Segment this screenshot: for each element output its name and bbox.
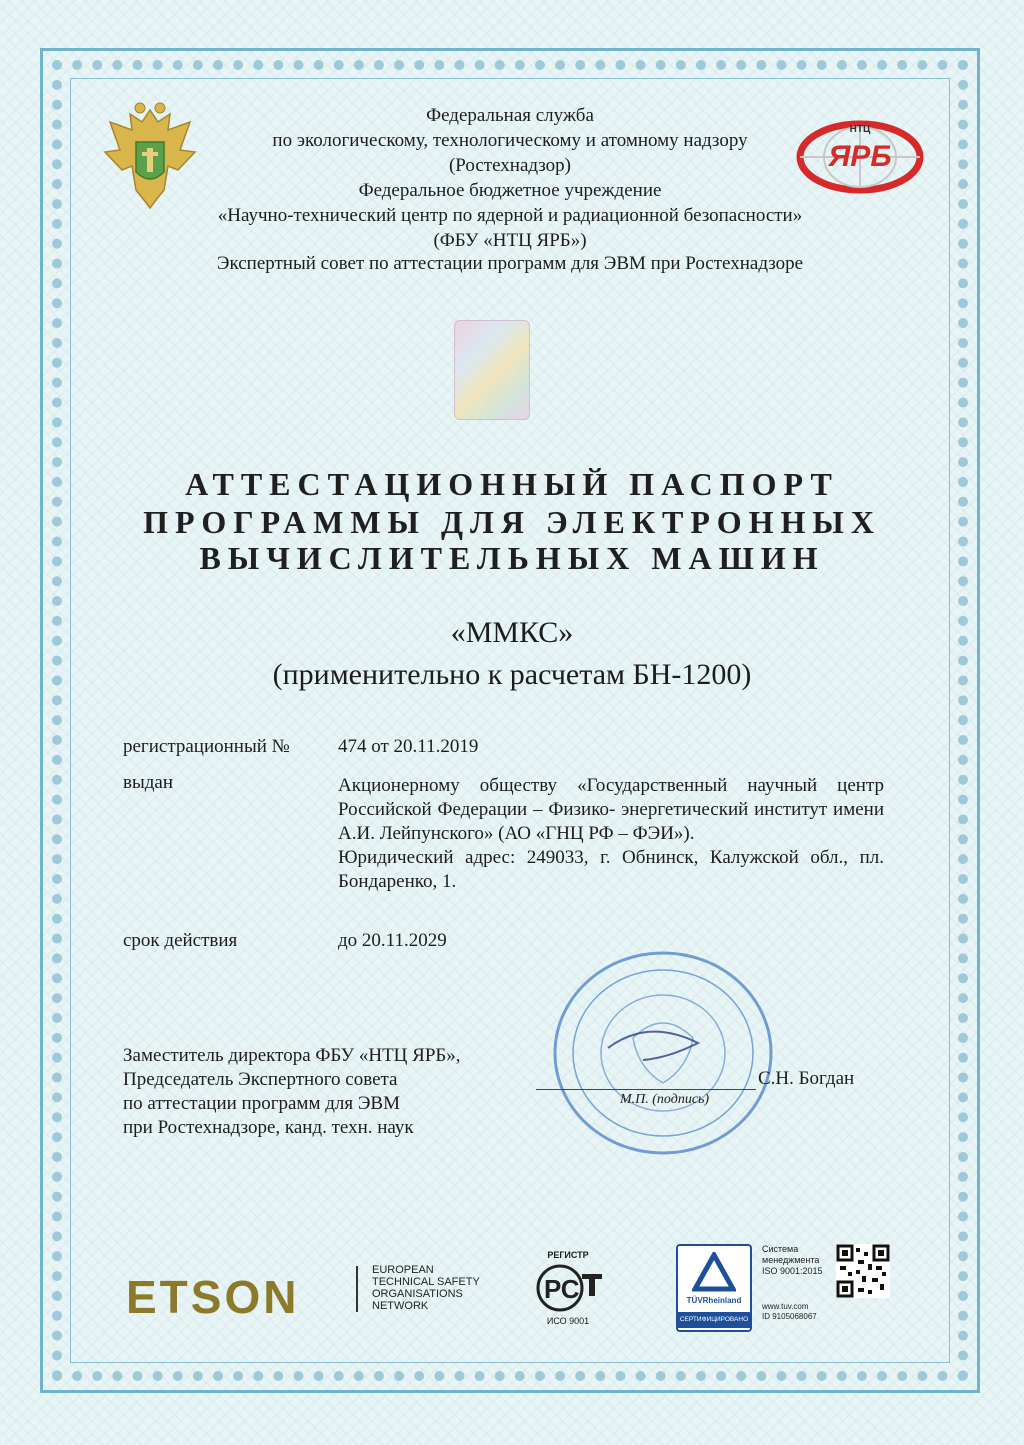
tuv-badge: [676, 1244, 752, 1332]
svg-text:РС: РС: [544, 1274, 580, 1304]
program-name: «ММКС»: [450, 616, 574, 649]
header-line-7: Экспертный совет по аттестации программ для ЭВМ при Ростехнадзоре: [216, 253, 804, 274]
tuv-triangle-icon: [692, 1252, 736, 1292]
register-top-text: РЕГИСТР: [547, 1250, 589, 1260]
validity-label: срок действия: [123, 930, 238, 951]
qms-line-1: Система: [762, 1244, 799, 1254]
register-bottom-text: ИСО 9001: [546, 1316, 590, 1326]
signatory-line-4: при Ростехнадзоре, канд. техн. наук: [123, 1117, 414, 1138]
etson-line-3: ORGANISATIONS: [372, 1288, 463, 1300]
etson-line-2: TECHNICAL SAFETY: [372, 1276, 480, 1288]
issued-label: выдан: [123, 772, 174, 793]
etson-caption: [372, 1264, 480, 1312]
etson-logo: ETSON: [126, 1271, 300, 1323]
official-stamp-icon: [548, 948, 778, 1158]
signatory-position: [123, 1044, 461, 1140]
program-note: (применительно к расчетам БН-1200): [272, 658, 752, 691]
signatory-name: С.Н. Богдан: [758, 1068, 855, 1089]
hologram-sticker: [454, 320, 530, 420]
etson-line-1: EUROPEAN: [372, 1264, 434, 1276]
logo-main-text: ЯРБ: [828, 140, 892, 173]
header-line-5: «Научно-технический центр по ядерной и радиационной безопасности»: [217, 205, 803, 226]
tuv-cert-band: СЕРТИФИЦИРОВАНО: [678, 1312, 750, 1328]
header-line-6: (ФБУ «НТЦ ЯРБ»): [433, 230, 587, 251]
registration-value: 474 от 20.11.2019: [338, 736, 479, 757]
issued-address: Юридический адрес: 249033, г. Обнинск, Калужской обл., пл. Бондаренко, 1.: [338, 847, 884, 892]
signatory-line-2: Председатель Экспертного совета: [123, 1069, 398, 1090]
signatory-line-1: Заместитель директора ФБУ «НТЦ ЯРБ»,: [123, 1045, 461, 1066]
registration-label: регистрационный №: [123, 736, 290, 757]
header-line-1: Федеральная служба: [426, 105, 594, 126]
qr-code-icon: [836, 1244, 890, 1298]
issued-to-text: [338, 774, 884, 894]
qms-url: www.tuv.com: [762, 1302, 809, 1311]
header-line-3: (Ростехнадзор): [448, 155, 572, 176]
header-line-4: Федеральное бюджетное учреждение: [358, 180, 662, 201]
title-line-3: ВЫЧИСЛИТЕЛЬНЫХ МАШИН: [199, 540, 825, 576]
etson-line-4: NETWORK: [372, 1300, 429, 1312]
signatory-line-3: по аттестации программ для ЭВМ: [123, 1093, 400, 1114]
qms-caption: [762, 1244, 823, 1277]
issued-organization: Акционерному обществу «Государственный научный центр Российской Федерации – Физико- энергетический институт имени А.И. Лейпунского» (АО «ГНЦ РФ – ФЭИ»).: [338, 775, 884, 844]
stamp-label: М.П. (подпись): [620, 1092, 710, 1107]
validity-value: до 20.11.2029: [338, 930, 447, 951]
logo-top-text: НТЦ: [849, 124, 871, 135]
title-line-1: АТТЕСТАЦИОННЫЙ ПАСПОРТ: [185, 466, 839, 502]
qms-line-3: ISO 9001:2015: [762, 1266, 823, 1276]
header-line-2: по экологическому, технологическому и атомному надзору: [272, 130, 748, 151]
title-line-2: ПРОГРАММЫ ДЛЯ ЭЛЕКТРОННЫХ: [143, 504, 881, 540]
qms-footer: [762, 1302, 817, 1322]
register-rs-icon: [530, 1260, 606, 1316]
qms-line-2: менеджмента: [762, 1255, 820, 1265]
tuv-name: TÜVRheinland: [686, 1296, 742, 1305]
signature-line: [536, 1089, 756, 1090]
qms-id: ID 9105068067: [762, 1312, 817, 1321]
etson-divider: [356, 1266, 358, 1312]
